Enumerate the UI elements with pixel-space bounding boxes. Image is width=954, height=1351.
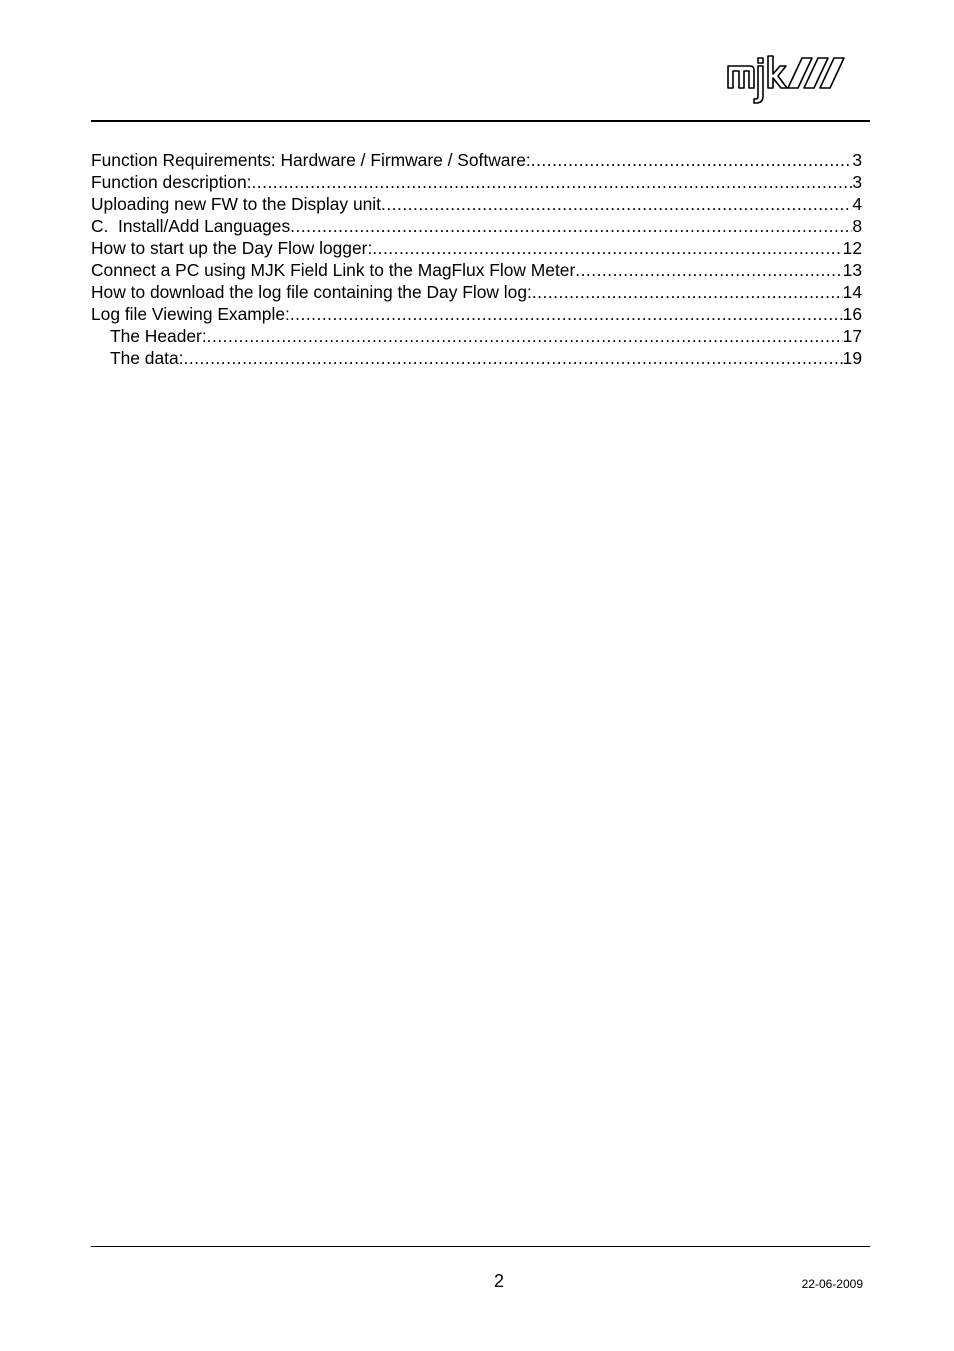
toc-entry-title: C. Install/Add Languages <box>91 216 291 236</box>
toc-dot-leader <box>381 193 852 215</box>
toc-entry[interactable] <box>91 259 862 281</box>
toc-dot-leader <box>372 237 842 259</box>
toc-entry-title: Function description: <box>91 172 252 192</box>
toc-entry[interactable] <box>91 237 862 259</box>
table-of-contents <box>91 149 862 369</box>
toc-entry-title: Function Requirements: Hardware / Firmware / Software: <box>91 150 531 170</box>
toc-entry-title: Log file Viewing Example: <box>91 304 290 324</box>
toc-entry[interactable] <box>91 171 862 193</box>
toc-entry-page: 3 <box>852 150 862 170</box>
toc-entry-page: 8 <box>852 216 862 236</box>
toc-entry[interactable] <box>91 149 862 171</box>
toc-entry-page: 16 <box>842 304 862 324</box>
mjk-logo-icon <box>724 52 862 108</box>
toc-entry[interactable] <box>91 193 862 215</box>
toc-entry-page: 13 <box>842 260 862 280</box>
header-divider <box>91 120 870 122</box>
toc-entry-page: 14 <box>842 282 862 302</box>
toc-dot-leader <box>251 171 852 193</box>
toc-entry[interactable] <box>91 303 862 325</box>
toc-dot-leader <box>532 281 843 303</box>
toc-entry[interactable] <box>91 215 862 237</box>
toc-dot-leader <box>531 149 853 171</box>
toc-subentry[interactable] <box>91 347 862 369</box>
toc-entry-title: How to download the log file containing the Day Flow log: <box>91 282 532 302</box>
toc-entry-title: The data: <box>110 348 184 368</box>
toc-dot-leader <box>575 259 842 281</box>
toc-dot-leader <box>183 347 842 369</box>
footer-divider <box>91 1246 870 1247</box>
toc-subentry[interactable] <box>91 325 862 347</box>
toc-entry-title: Connect a PC using MJK Field Link to the MagFlux Flow Meter <box>91 260 576 280</box>
page-number: 2 <box>493 1271 504 1291</box>
toc-entry-page: 4 <box>852 194 862 214</box>
toc-dot-leader <box>290 303 843 325</box>
company-logo <box>724 52 862 108</box>
toc-entry-title: How to start up the Day Flow logger: <box>91 238 373 258</box>
toc-dot-leader <box>207 325 843 347</box>
toc-entry-page: 12 <box>842 238 862 258</box>
toc-entry-page: 19 <box>842 348 862 368</box>
toc-entry-title: The Header: <box>110 326 207 346</box>
footer-date: 22-06-2009 <box>801 1277 863 1291</box>
toc-entry-page: 3 <box>852 172 862 192</box>
toc-entry-page: 17 <box>842 326 862 346</box>
toc-entry-title: Uploading new FW to the Display unit <box>91 194 381 214</box>
toc-dot-leader <box>290 215 852 237</box>
toc-entry[interactable] <box>91 281 862 303</box>
